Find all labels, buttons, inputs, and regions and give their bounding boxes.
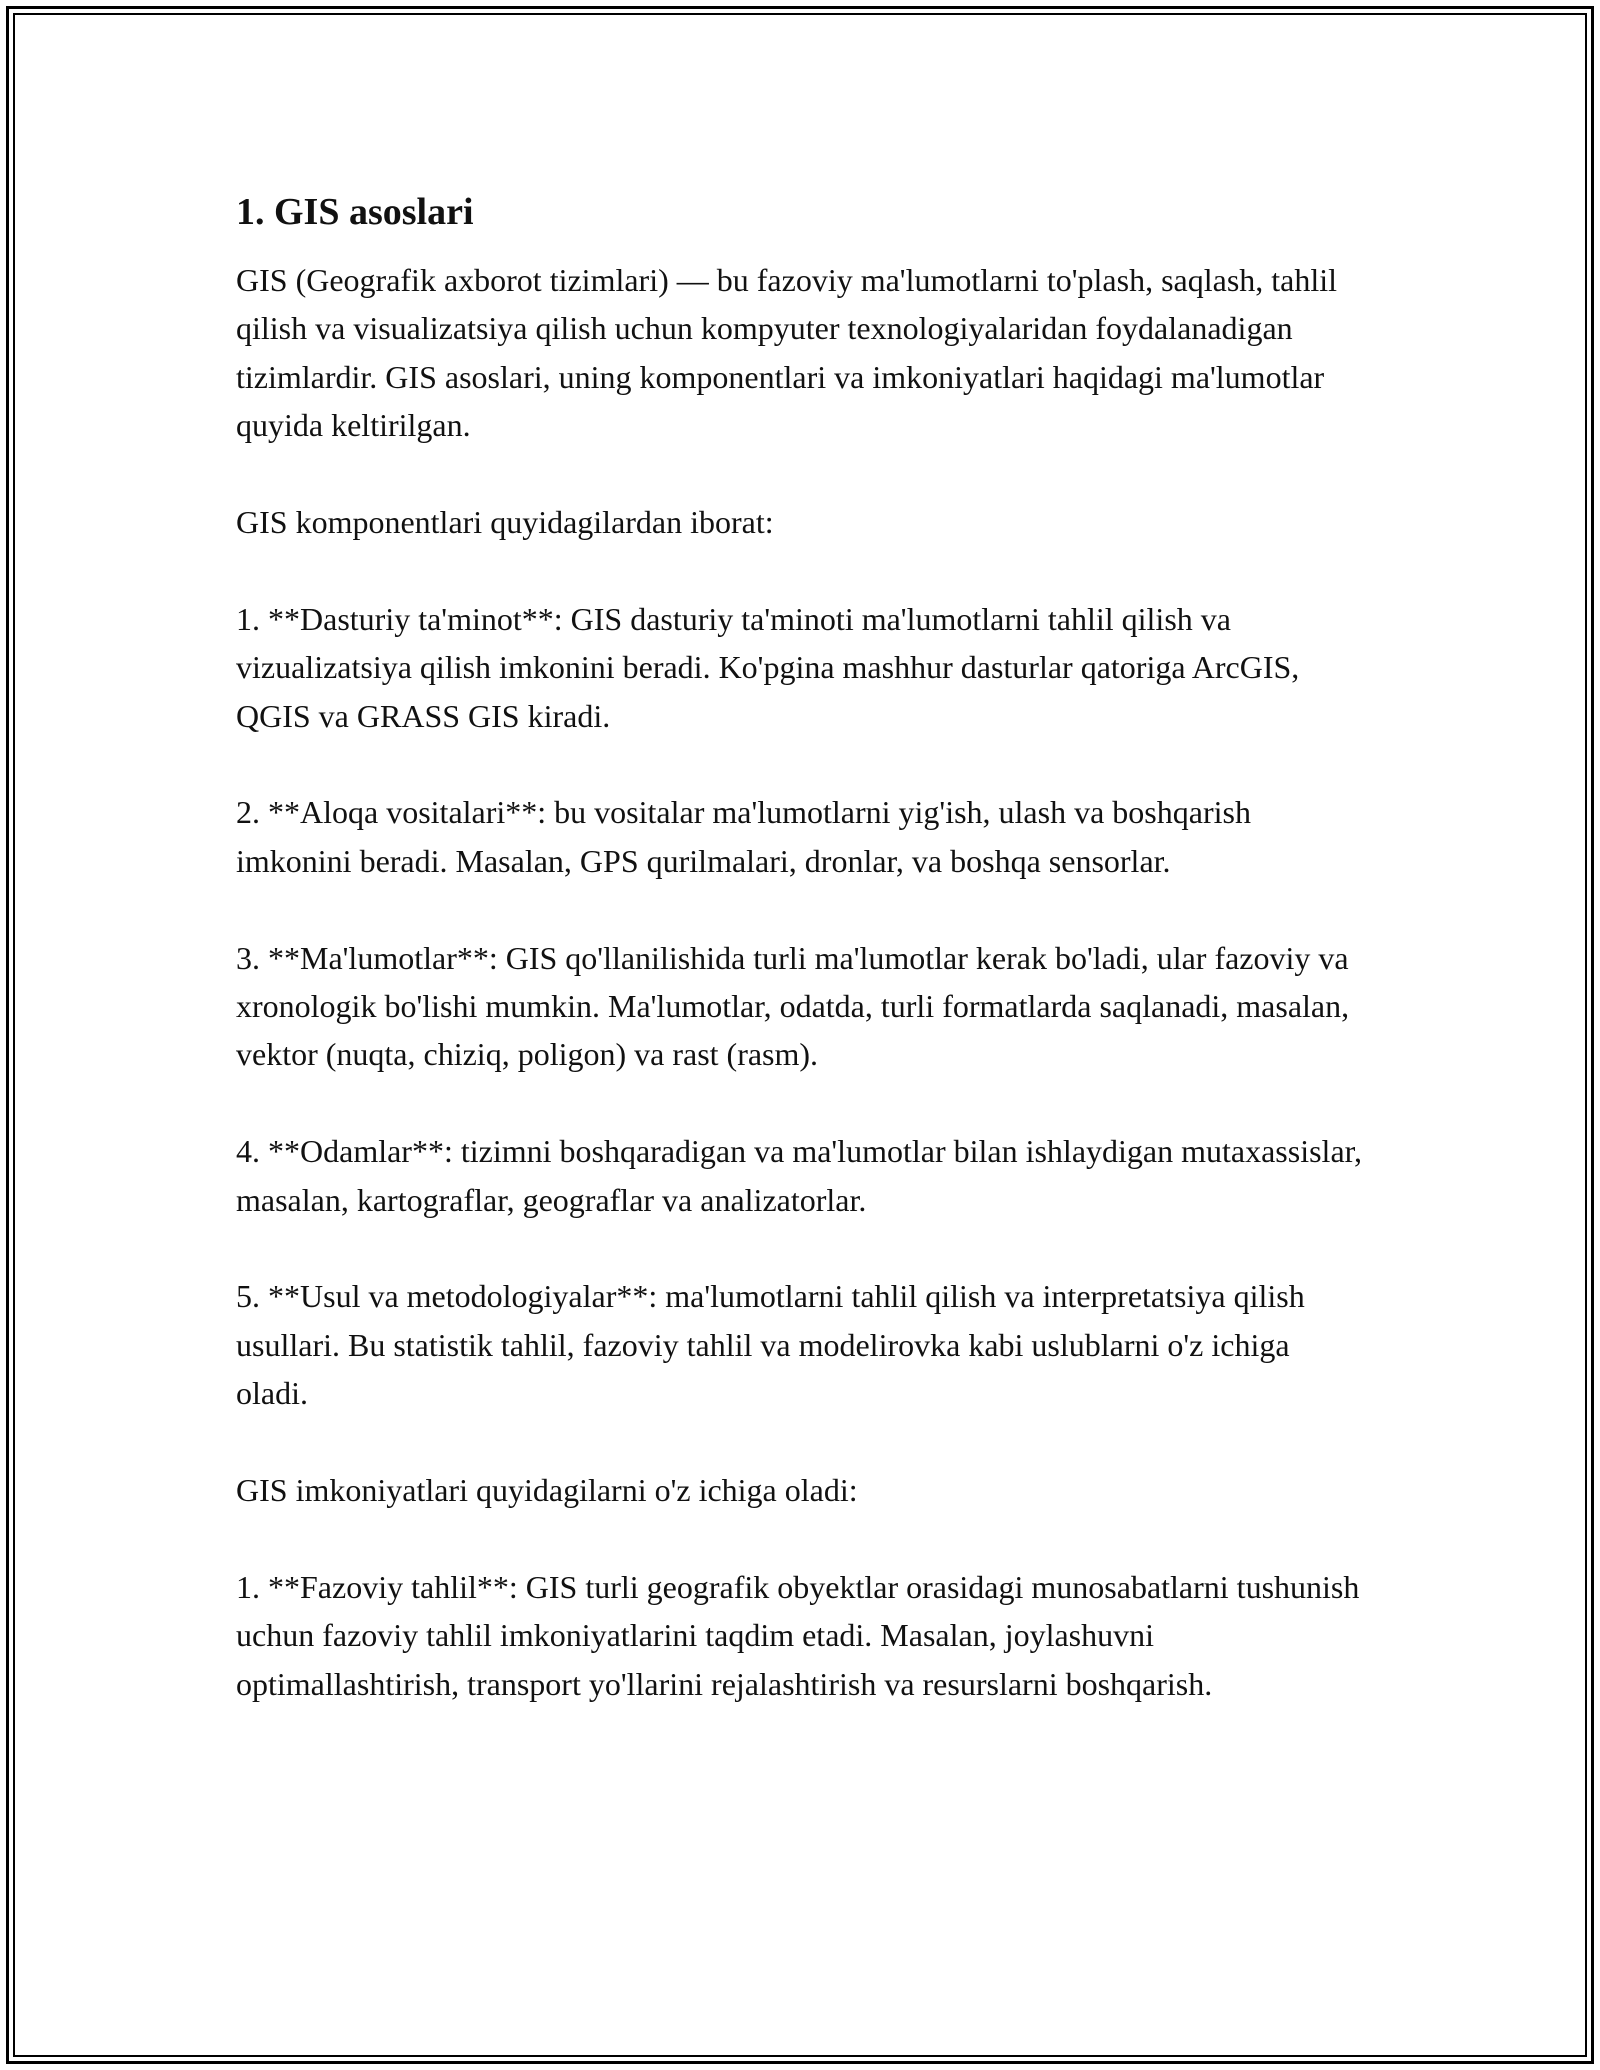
paragraph-capabilities-heading: GIS imkoniyatlari quyidagilarni o'z ichiga oladi: — [236, 1472, 858, 1509]
paragraph-data: 3. **Ma'lumotlar**: GIS qo'llanilishida turli ma'lumotlar kerak bo'ladi, ular fazoviy va xronologik bo'lishi mumkin. Ma'lumotlar, odatda, turli formatlarda saqlanadi, masalan, vektor (nuqta, chiziq, poligon) va rast (rasm). — [236, 939, 1350, 1073]
paragraph-people: 4. **Odamlar**: tizimni boshqaradigan va ma'lumotlar bilan ishlaydigan mutaxassislar, masalan, kartograflar, geograflar va analizatorlar. — [236, 1133, 1363, 1218]
paragraph-communication-tools: 2. **Aloqa vositalari**: bu vositalar ma'lumotlarni yig'ish, ulash va boshqarish imkonini beradi. Masalan, GPS qurilmalari, dronlar, va boshqa sensorlar. — [236, 794, 1251, 879]
document-title: 1. GIS asoslari — [236, 191, 474, 233]
paragraph-methods: 5. **Usul va metodologiyalar**: ma'lumotlarni tahlil qilish va interpretatsiya qilish usullari. Bu statistik tahlil, fazoviy tahlil va modelirovka kabi uslublarni o'z ichiga oladi. — [236, 1278, 1305, 1412]
paragraph-intro: GIS (Geografik axborot tizimlari) — bu fazoviy ma'lumotlarni to'plash, saqlash, tahlil qilish va visualizatsiya qilish uchun kompyuter texnologiyalaridan foydalanadigan tizimlardir. GIS asoslari, uning komponentlari va imkoniyatlari haqidagi ma'lumotlar quyida keltirilgan. — [236, 262, 1338, 444]
document-body — [236, 186, 1366, 1708]
paragraph-software: 1. **Dasturiy ta'minot**: GIS dasturiy ta'minoti ma'lumotlarni tahlil qilish va vizualizatsiya qilish imkonini beradi. Ko'pgina mashhur dasturlar qatoriga ArcGIS, QGIS va GRASS GIS kiradi. — [236, 600, 1300, 734]
paragraph-spatial-analysis: 1. **Fazoviy tahlil**: GIS turli geografik obyektlar orasidagi munosabatlarni tushunish uchun fazoviy tahlil imkoniyatlarini taqdim etadi. Masalan, joylashuvni optimallashtirish, transport yo'llarini rejalashtirish va resurslarni boshqarish. — [236, 1568, 1360, 1702]
paragraph-components-heading: GIS komponentlari quyidagilardan iborat: — [236, 504, 774, 541]
